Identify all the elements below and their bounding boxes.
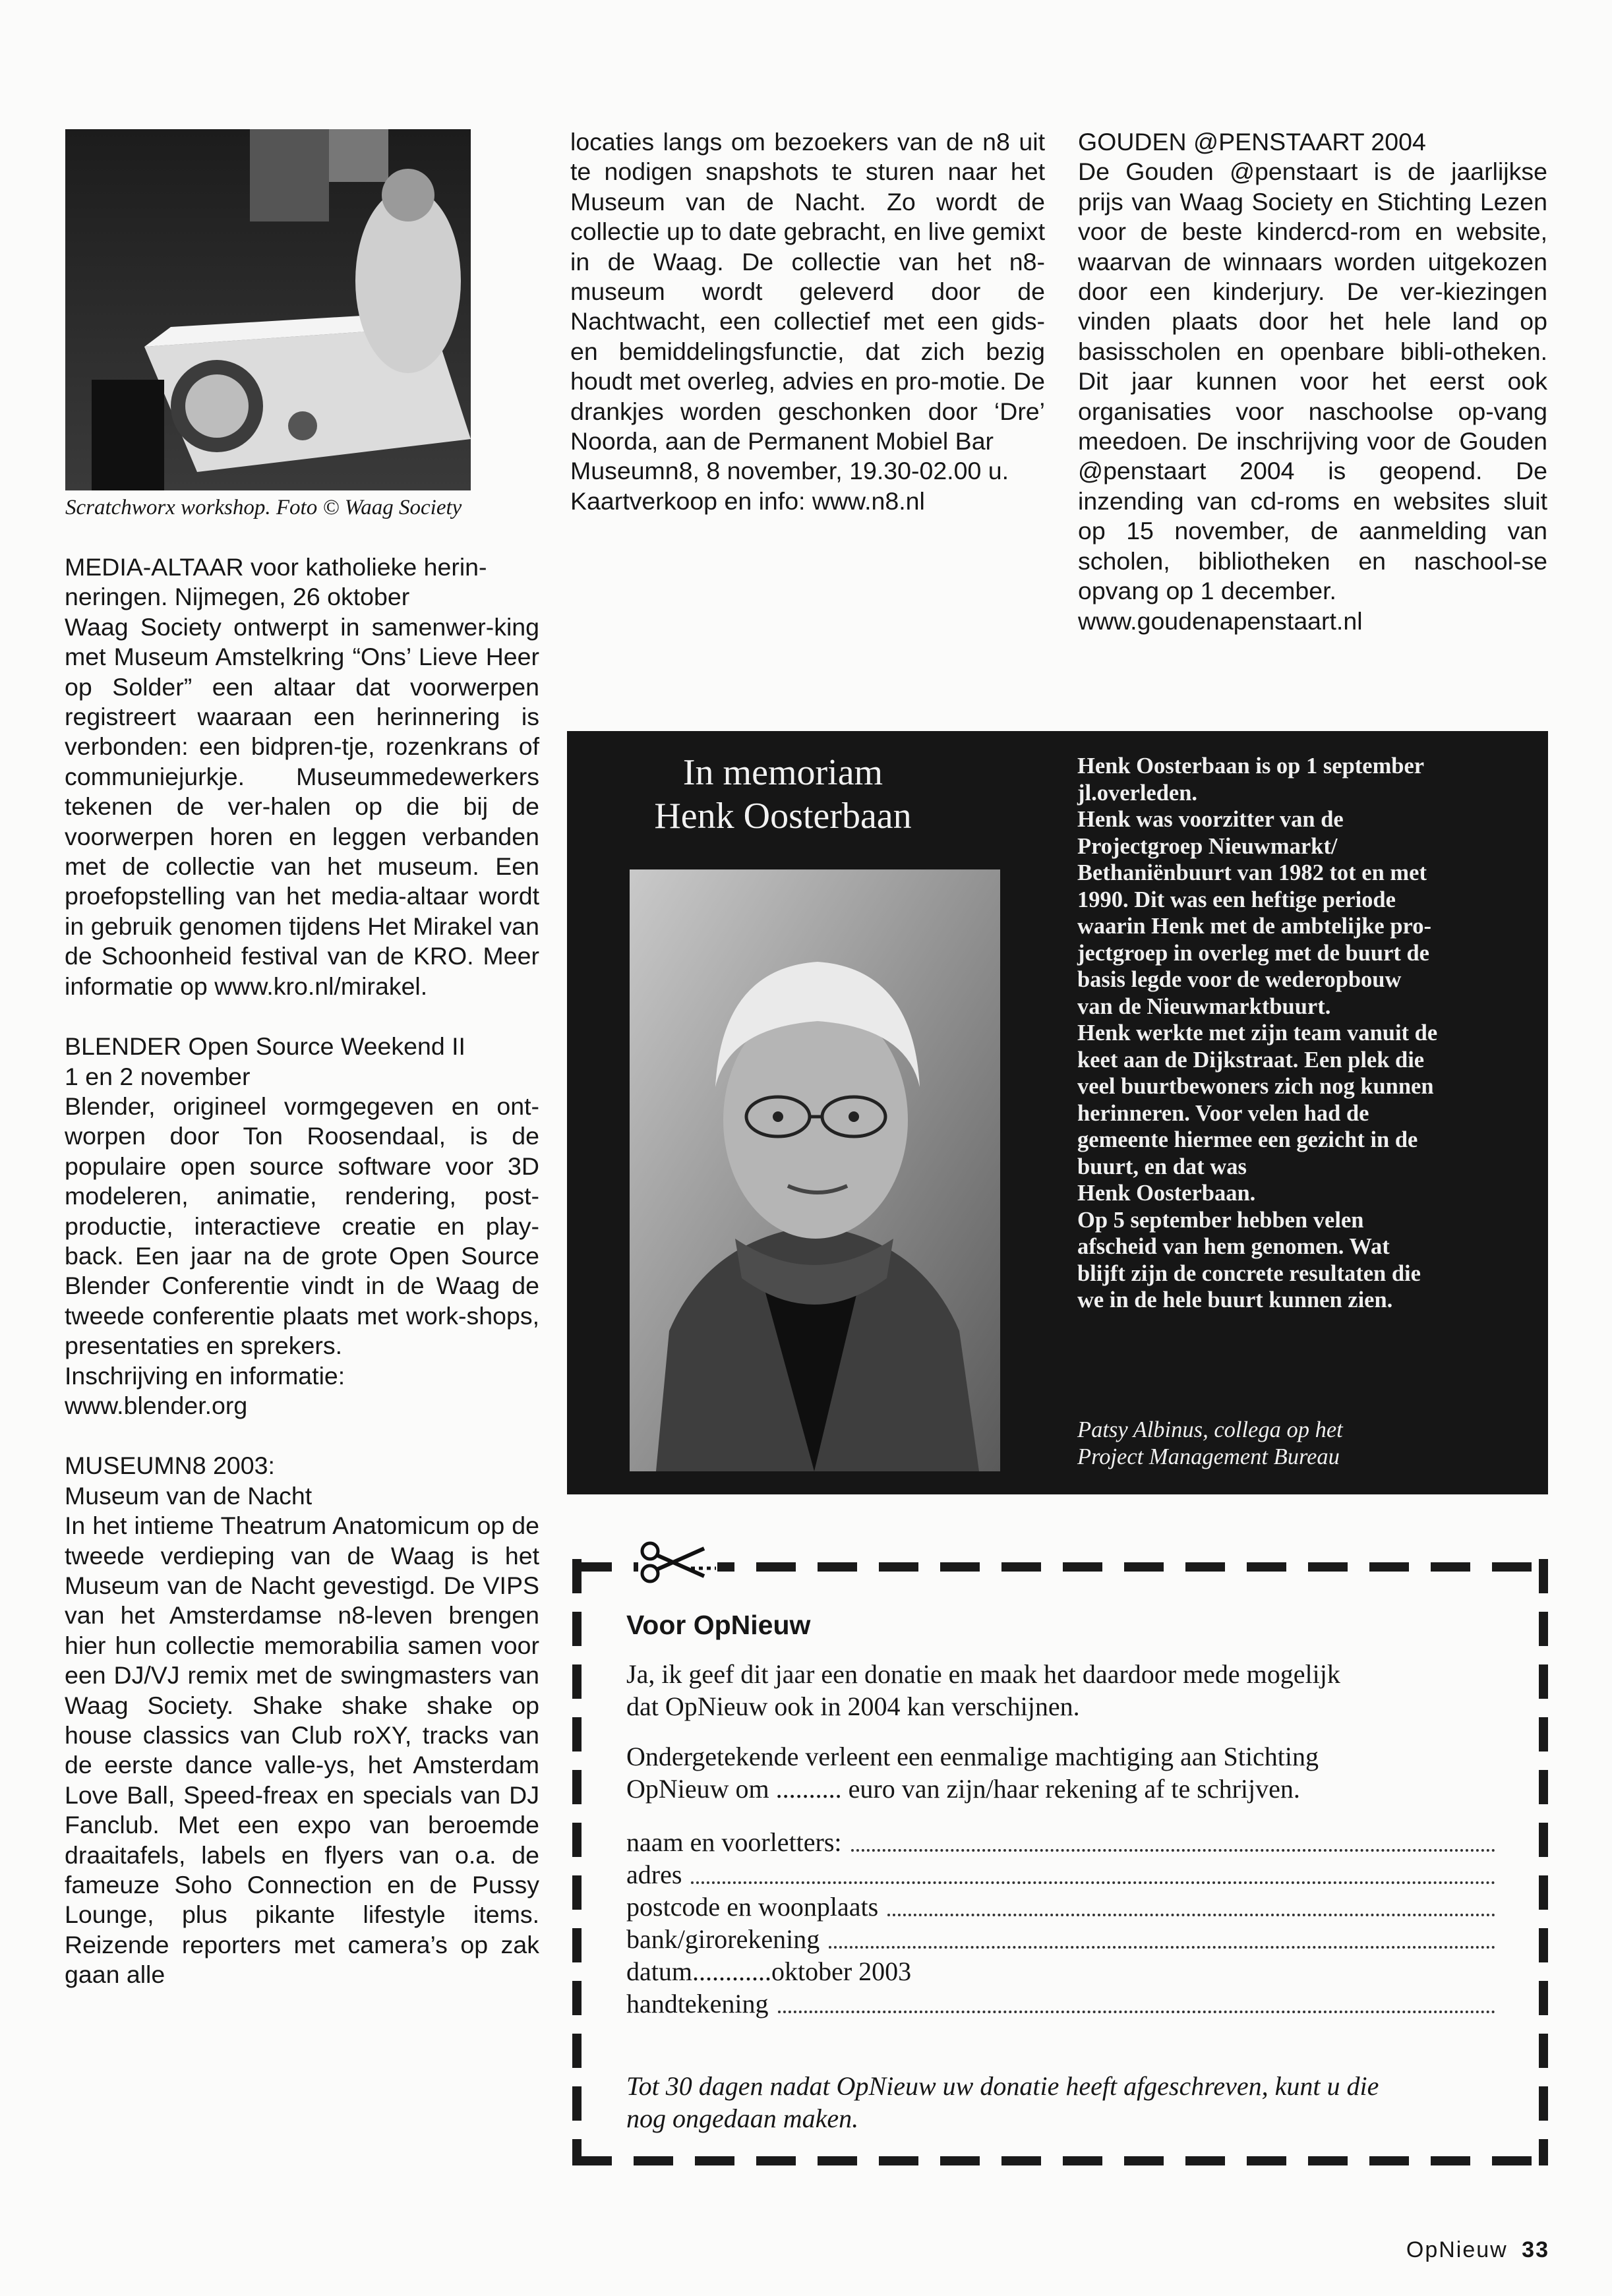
postcode-label: postcode en woonplaats (626, 1892, 879, 1922)
memoriam-title-line1: In memoriam (682, 752, 883, 793)
media-body: Waag Society ontwerpt in samenwer-king met Museum Amstelkring “Ons’ Lieve Heer op Solder” een altaar dat voorwerpen registreert waaraan een herinnering is verbonden: een bidpren-tje, rozenkrans of communiejurkje. Museummedewerkers tekenen de ver-halen op die bij de voorwerpen horen en leggen verbanden met de collectie van het museum. Een proefopstelling van het media-altaar wordt in gebruik genomen tijdens Het Mirakel van de Schoonheid festival van de KRO. Meer informatie op www.kro.nl/mirakel. (65, 612, 539, 1000)
signature-label: handtekening (626, 1989, 769, 2018)
memoriam-line: keet aan de Dijkstraat. Een plek die (1077, 1047, 1425, 1073)
photo-caption: Scratchworx workshop. Foto © Waag Society (65, 496, 462, 519)
form-row-postcode (626, 1891, 1495, 1923)
coupon-intro-line2: dat OpNieuw ook in 2004 kan verschijnen. (626, 1692, 1080, 1721)
coupon-note-line2: nog ongedaan maken. (626, 2104, 859, 2133)
coupon-border-top (572, 1562, 1548, 1572)
column-1 (65, 552, 539, 1990)
bank-field[interactable] (829, 1946, 1495, 1949)
memoriam-line: waarin Henk met de ambtelijke pro- (1077, 914, 1431, 939)
gouden-body: De Gouden @penstaart is de jaarlijkse prijs van Waag Society en Stichting Lezen voor de beste kindercd-rom en website, waarvan de winnaars worden uitgekozen door een kinderjury. De ver-kiezingen vinden plaats door het hele land op basisscholen en openbare bibli-otheken. Dit jaar kunnen voor het eerst ook organisaties voor naschoolse op-vang meedoen. De inschrijving voor de Gouden @penstaart 2004 is geopend. De inzending van cd-roms en websites sluit op 15 november, de aanmelding van scholen, bibliotheken en naschool-se opvang op 1 december. (1078, 158, 1547, 605)
memoriam-line: jl.overleden. (1077, 780, 1198, 806)
gouden-url[interactable]: www.goudenapenstaart.nl (1078, 606, 1363, 635)
address-field[interactable] (691, 1881, 1495, 1884)
form-row-bank (626, 1923, 1495, 1955)
coupon-intro-line1: Ja, ik geef dit jaar een donatie en maak het daardoor mede mogelijk (626, 1659, 1340, 1689)
memoriam-line: blijft zijn de concrete resultaten die (1077, 1260, 1421, 1286)
media-heading-cont: neringen. Nijmegen, 26 oktober (65, 583, 410, 611)
name-label: naam en voorletters: (626, 1827, 842, 1857)
coupon-form (626, 1826, 1495, 2020)
coupon-border-bottom (572, 2156, 1548, 2165)
memoriam-line: van de Nieuwmarktbuurt. (1077, 993, 1331, 1019)
blender-url[interactable]: www.blender.org (65, 1391, 248, 1419)
museumn8-continued: locaties langs om bezoekers van de n8 uit te nodigen snapshots te sturen naar het Museum van de Nacht. Zo wordt de collectie up to date gebracht, en live gemixt in de Waag. De collectie van het n8-museum wordt geleverd door de Nachtwacht, een collectief met een gids- en bemiddelingsfunctie, dat zich bezig houdt met overleg, advies en pro-motie. De drankjes worden geschonken door ‘Dre’ Noorda, aan de Permanent Mobiel Bar (570, 128, 1045, 456)
column-2 (570, 127, 1045, 516)
memoriam-line: Henk was voorzitter van de (1077, 807, 1344, 832)
memoriam-credit (1077, 1417, 1532, 1471)
memoriam-line: Op 5 september hebben velen (1077, 1207, 1364, 1233)
memoriam-line: jectgroep in overleg met de buurt de (1077, 940, 1429, 966)
blender-body: Blender, origineel vormgegeven en ont-worpen door Ton Roosendaal, is de populaire open source software voor 3D modeleren, animatie, rendering, post-productie, interactieve creatie en play-back. Een jaar na de grote Open Source Blender Conferentie vindt in de Waag de tweede conferentie plaats met work-shops, presentaties en sprekers. (65, 1092, 539, 1360)
museumn8-sub: Museum van de Nacht (65, 1481, 313, 1510)
form-row-signature (626, 1987, 1495, 2020)
signature-field[interactable] (778, 2011, 1496, 2013)
gouden-heading: GOUDEN @PENSTAART 2004 (1078, 128, 1426, 156)
memoriam-line: basis legde voor de wederopbouw (1077, 967, 1402, 992)
museumn8-tickets: Kaartverkoop en info: www.n8.nl (570, 486, 925, 515)
memoriam-line: Henk werkte met zijn team vanuit de (1077, 1020, 1438, 1045)
memoriam-line: Henk Oosterbaan is op 1 september (1077, 753, 1425, 779)
coupon-authorization (626, 1740, 1497, 1805)
bank-label: bank/girorekening (626, 1924, 820, 1954)
museumn8-date: Museumn8, 8 november, 19.30-02.00 u. (570, 457, 1009, 485)
workshop-photo-graphic (65, 129, 471, 490)
column-3 (1078, 127, 1547, 636)
postcode-field[interactable] (887, 1914, 1495, 1916)
memoriam-title-line2: Henk Oosterbaan (654, 796, 912, 837)
museumn8-heading: MUSEUMN8 2003: (65, 1452, 275, 1480)
memoriam-line: gemeente hiermee een gezicht in de (1077, 1127, 1418, 1152)
memoriam-line: herinneren. Voor velen had de (1077, 1100, 1369, 1126)
form-row-date (626, 1955, 1495, 1987)
name-field[interactable] (851, 1849, 1495, 1852)
coupon-authorization-line2: OpNieuw om .......... euro van zijn/haar rekening af te schrijven. (626, 1774, 1300, 1804)
media-heading: MEDIA-ALTAAR voor katholieke herin- (65, 553, 487, 581)
blender-info: Inschrijving en informatie: (65, 1361, 345, 1390)
coupon-border-left (572, 1559, 582, 2165)
memoriam-line: Henk Oosterbaan. (1077, 1181, 1256, 1206)
coupon-note-line1: Tot 30 dagen nadat OpNieuw uw donatie heeft afgeschreven, kunt u die (626, 2071, 1379, 2101)
scissors-icon (638, 1539, 717, 1585)
media-altaar-article (65, 552, 539, 1001)
form-row-name (626, 1826, 1495, 1858)
memoriam-line: afscheid van hem genomen. Wat (1077, 1234, 1390, 1259)
memoriam-line: Bethaniënbuurt van 1982 tot en met (1077, 860, 1427, 885)
form-row-address (626, 1858, 1495, 1891)
address-label: adres (626, 1860, 682, 1889)
coupon-authorization-line1: Ondergetekende verleent een eenmalige machtiging aan Stichting (626, 1742, 1319, 1771)
memoriam-line: Projectgroep Nieuwmarkt/ (1077, 833, 1338, 859)
memoriam-line: 1990. Dit was een heftige periode (1077, 887, 1396, 912)
memoriam-credit-line1: Patsy Albinus, collega op het (1077, 1417, 1343, 1442)
memoriam-box (567, 731, 1548, 1494)
page-footer (1406, 2237, 1549, 2263)
memoriam-title (567, 751, 999, 838)
page-number: 33 (1522, 2237, 1549, 2262)
workshop-photo (65, 129, 471, 490)
memoriam-text (1077, 753, 1532, 1314)
coupon-intro (626, 1658, 1497, 1722)
memoriam-line: buurt, en dat was (1077, 1154, 1247, 1179)
coupon-note (626, 2070, 1497, 2134)
blender-date: 1 en 2 november (65, 1062, 251, 1090)
portrait-photo (630, 869, 1000, 1471)
memoriam-line: veel buurtbewoners zich nog kunnen (1077, 1074, 1434, 1099)
museumn8-article (65, 1451, 539, 1989)
blender-article (65, 1032, 539, 1421)
portrait-graphic (630, 869, 1000, 1471)
date-field[interactable]: datum............oktober 2003 (626, 1957, 912, 1986)
magazine-name: OpNieuw (1406, 2237, 1508, 2262)
memoriam-credit-line2: Project Management Bureau (1077, 1444, 1340, 1469)
museumn8-body: In het intieme Theatrum Anatomicum op de tweede verdieping van de Waag is het Museum van de Nacht gevestigd. De VIPS van het Amsterdamse n8-leven brengen hier hun collectie memorabilia samen voor een DJ/VJ remix met de swingmasters van Waag Society. Shake shake shake op house classics van Club roXY, tracks van de eerste dance valle-ys, het Amsterdam Love Ball, Speed-freax en specials van DJ Fanclub. Met een expo van beroemde draaitafels, labels en flyers van o.a. de fameuze Soho Connection en de Pussy Lounge, plus pikante lifestyle items. Reizende reporters met camera’s op zak gaan alle (65, 1512, 539, 1989)
donation-coupon (572, 1559, 1548, 2165)
scissors-icon-graphic (638, 1539, 717, 1585)
memoriam-line: we in de hele buurt kunnen zien. (1077, 1287, 1393, 1312)
blender-heading: BLENDER Open Source Weekend II (65, 1032, 465, 1061)
coupon-border-right (1539, 1559, 1548, 2165)
coupon-title: Voor OpNieuw (626, 1610, 811, 1640)
